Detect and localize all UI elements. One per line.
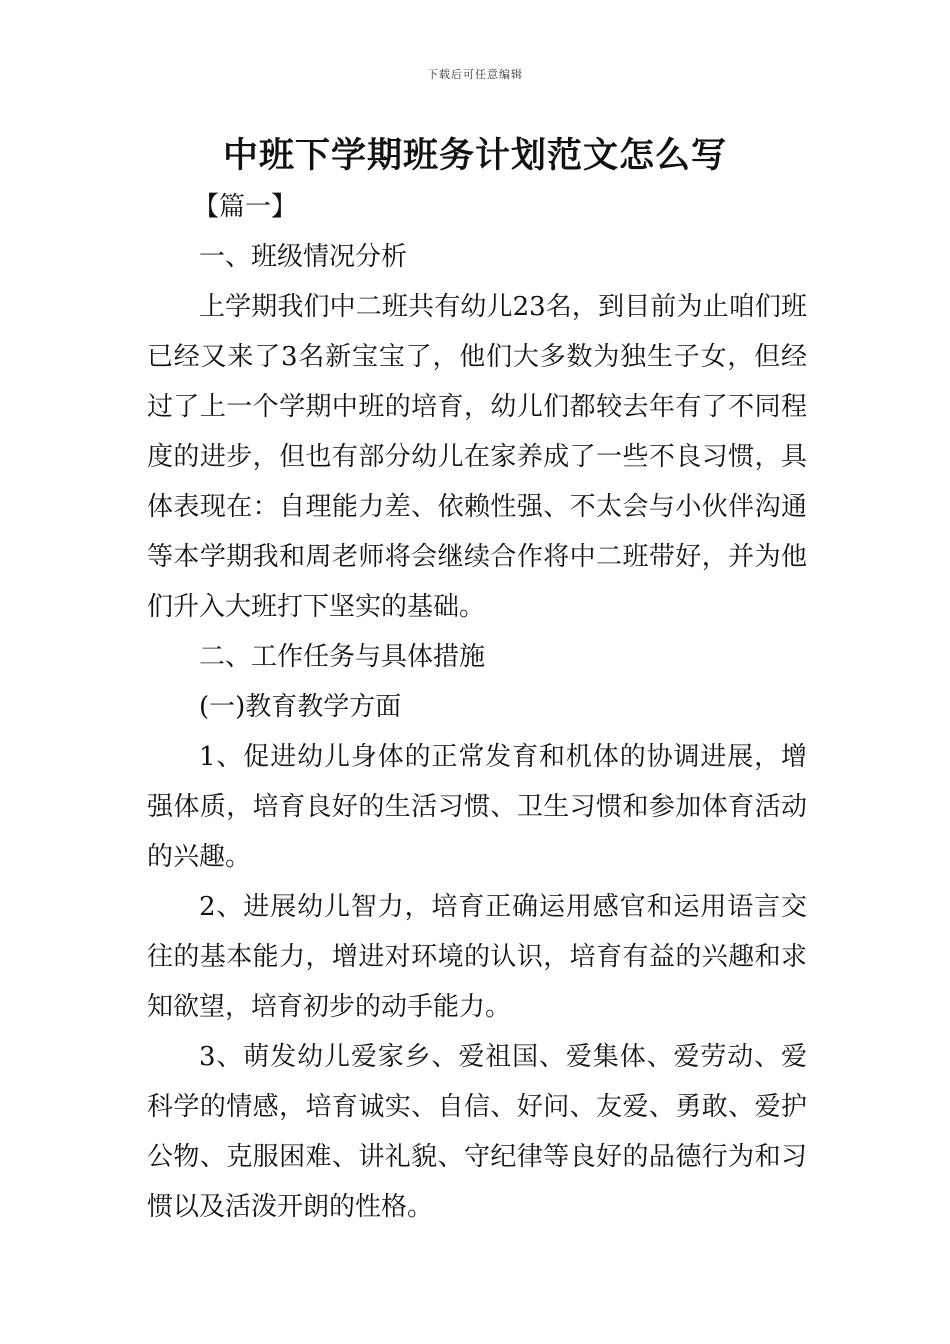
paragraph-class-analysis: 上学期我们中二班共有幼儿23名，到目前为止咱们班已经又来了3名新宝宝了，他们大多数为独生子女，但经过了上一个学期中班的培育，幼儿们都较去年有了不同程度的进步，但也有部分幼儿在家养成了一些不良习惯，具体表现在：自理能力差、依赖性强、不太会与小伙伴沟通等本学期我和周老师将会继续合作将中二班带好，并为他们升入大班打下坚实的基础。 xyxy=(147,292,807,622)
heading-tasks-measures: 二、工作任务与具体措施 xyxy=(199,642,486,672)
subheading-education: (一)教育教学方面 xyxy=(199,692,402,722)
section-tag: 【篇一】 xyxy=(193,192,298,222)
document-title: 中班下学期班务计划范文怎么写 xyxy=(222,135,727,176)
paragraph-item-1: 1、促进幼儿身体的正常发育和机体的协调进展，增强体质，培育良好的生活习惯、卫生习惯和参加体育活动的兴趣。 xyxy=(147,742,807,872)
document-body xyxy=(147,182,807,1232)
paragraph-item-3: 3、萌发幼儿爱家乡、爱祖国、爱集体、爱劳动、爱科学的情感，培育诚实、自信、好问、友爱、勇敢、爱护公物、克服困难、讲礼貌、守纪律等良好的品德行为和习惯以及活泼开朗的性格。 xyxy=(147,1042,807,1222)
heading-class-analysis: 一、班级情况分析 xyxy=(199,242,408,272)
paragraph-item-2: 2、进展幼儿智力，培育正确运用感官和运用语言交往的基本能力，增进对环境的认识，培育有益的兴趣和求知欲望，培育初步的动手能力。 xyxy=(147,892,807,1022)
header-note: 下载后可任意编辑 xyxy=(427,68,523,81)
